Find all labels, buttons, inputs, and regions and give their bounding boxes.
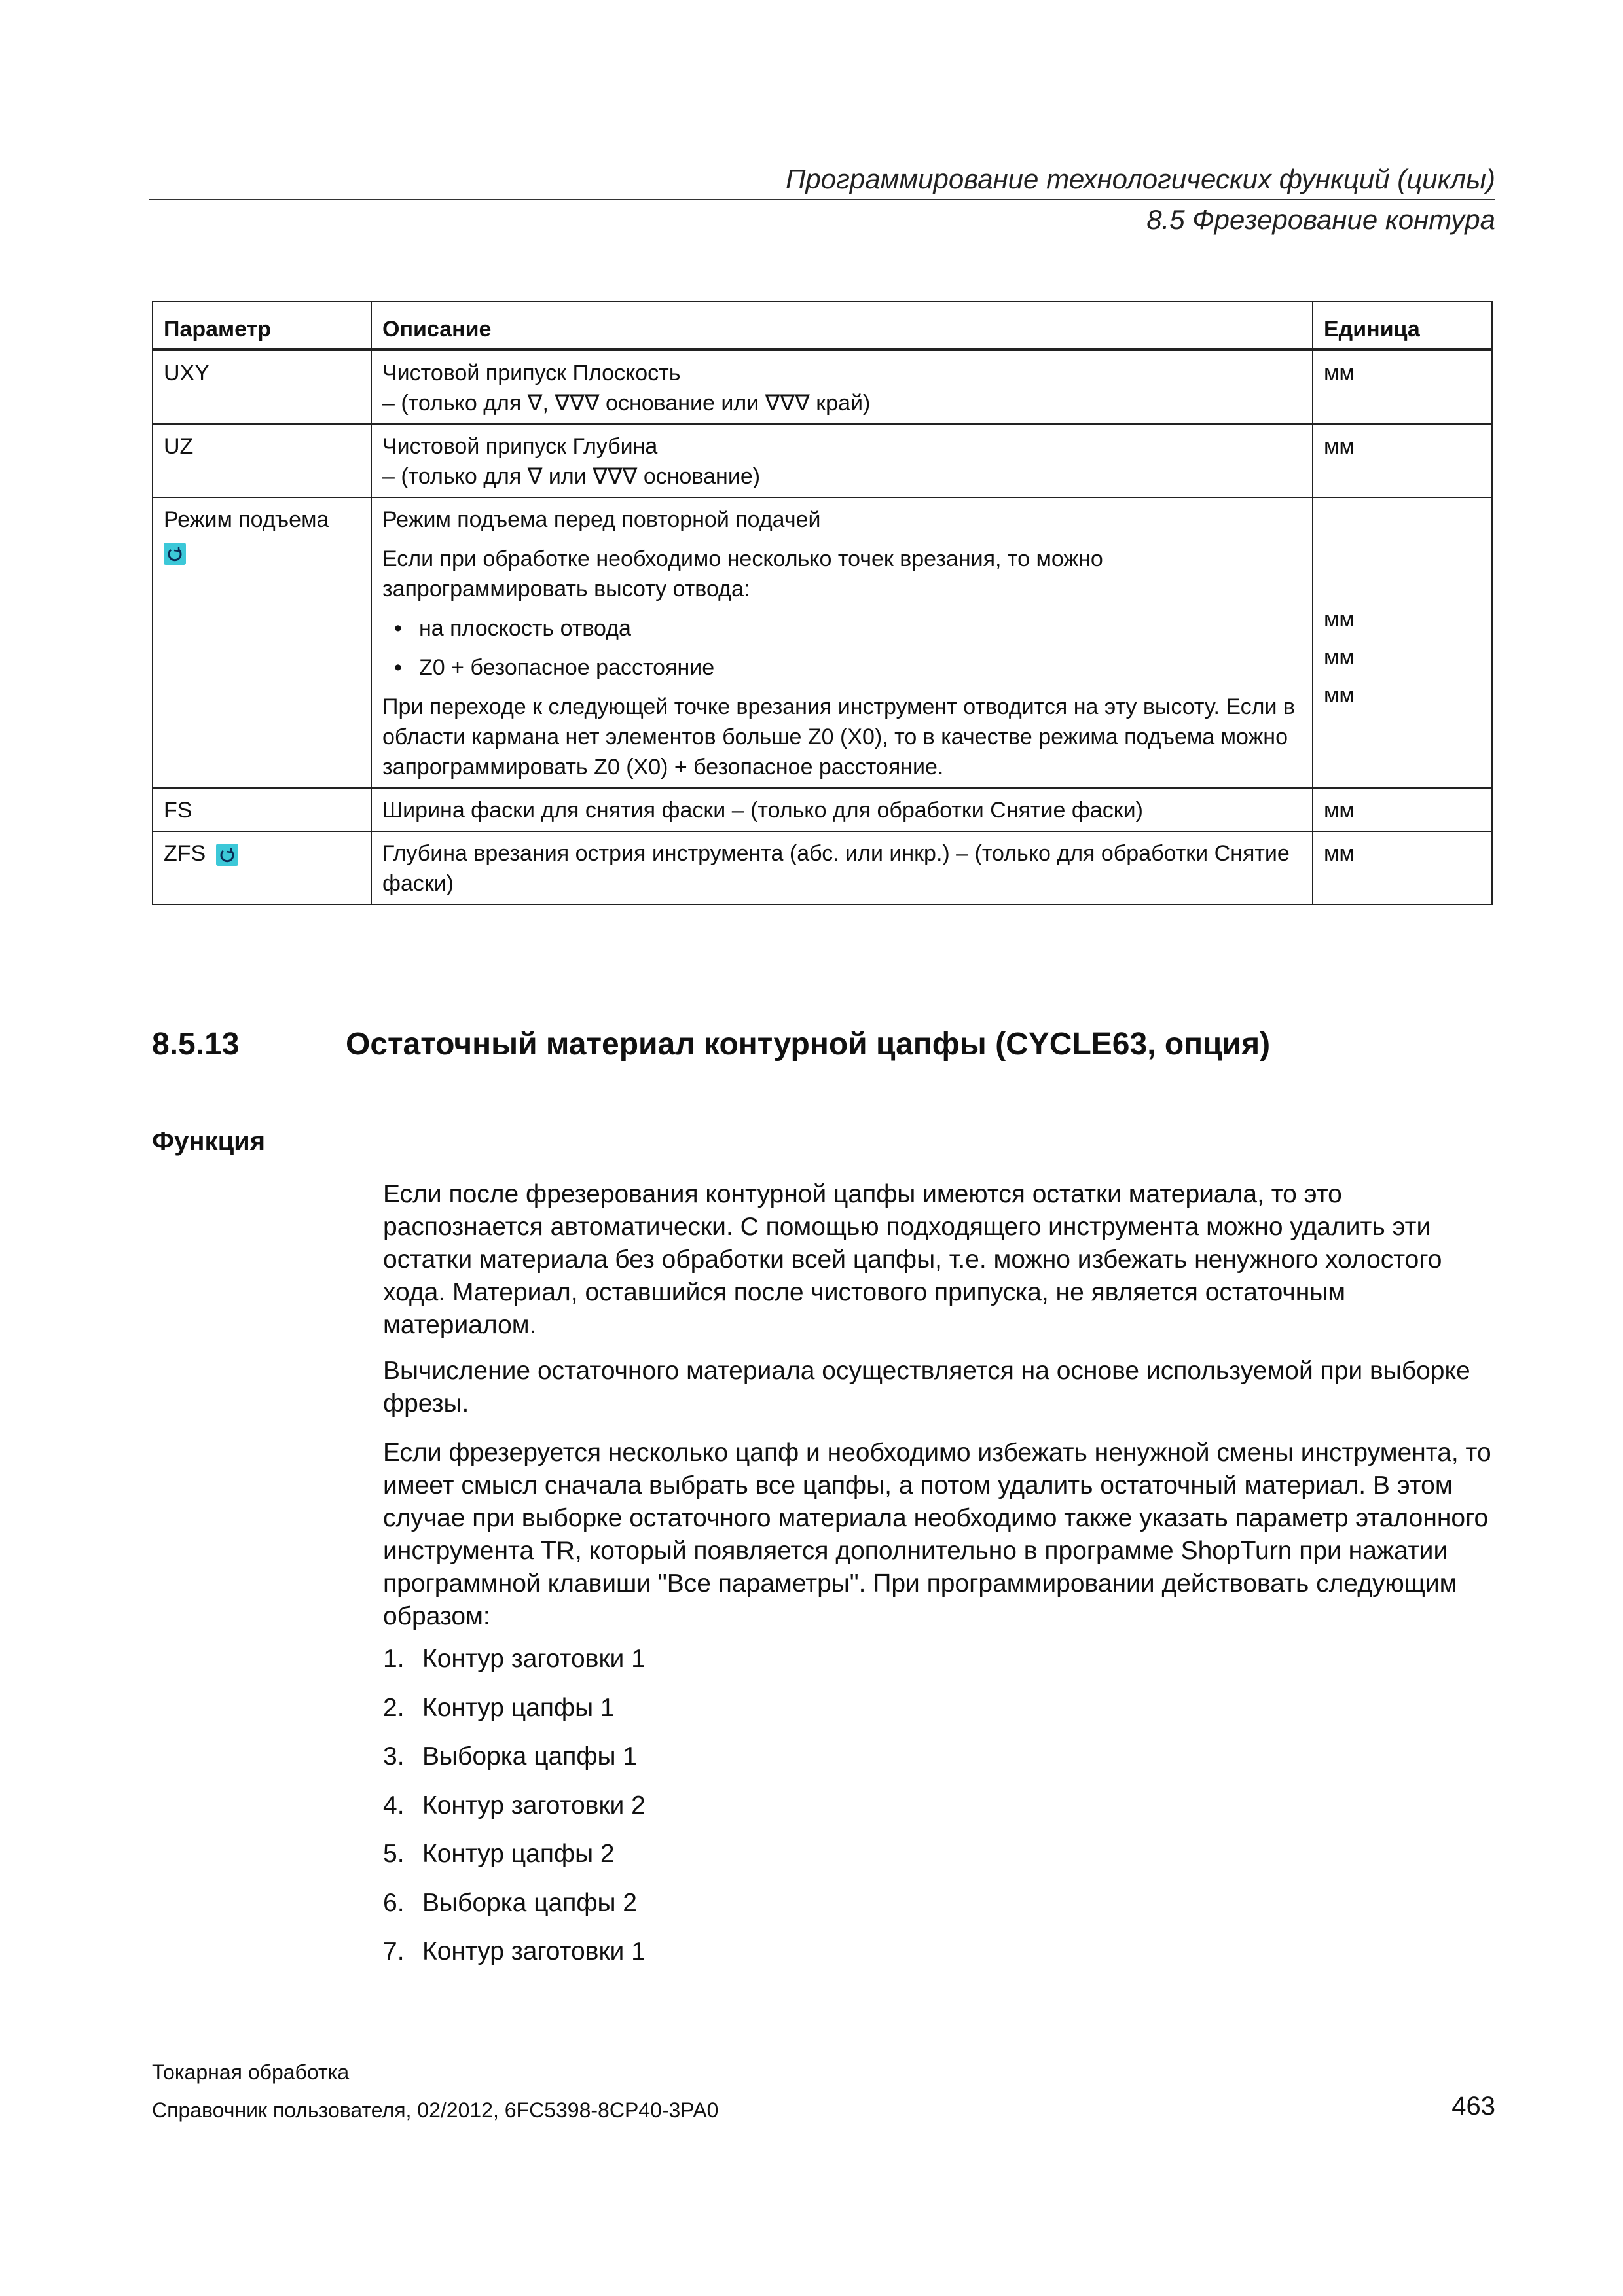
param-label: Режим подъема [164, 507, 329, 532]
desc-cell: Ширина фаски для снятия фаски – (только для обработки Снятие фаски) [371, 788, 1313, 831]
unit-cell: мм [1313, 350, 1492, 425]
body-paragraph: Если после фрезерования контурной цапфы имеются остатки материала, то это распознается автоматически. С помощью подходящего инструмента можно удалить эти остатки материала без обработки всей цапфы, т.е. можно избежать ненужного холостого хода. Материал, оставшийся после чистового припуска, не является остаточным материалом. [383, 1180, 1442, 1339]
cycle-toggle-icon [216, 844, 238, 866]
footer-book-title: Токарная обработка [152, 2060, 350, 2084]
param-cell [153, 831, 371, 905]
bullet-item: • Z0 + безопасное расстояние [382, 653, 1302, 683]
param-cell: UZ [153, 424, 371, 497]
page-number: 463 [1451, 2092, 1495, 2121]
unit-value: мм [1324, 645, 1355, 670]
section-heading [152, 1026, 1270, 1062]
param-cell: FS [153, 788, 371, 831]
param-cell: UXY [153, 350, 371, 425]
cycle-toggle-icon [164, 543, 186, 565]
table-header-row [153, 302, 1492, 350]
desc-cell: Глубина врезания острия инструмента (абс. или инкр.) – (только для обработки Снятие фаски) [371, 831, 1313, 905]
column-header-description: Описание [371, 302, 1313, 350]
unit-value: мм [1324, 607, 1355, 632]
list-item: 2. Контур цапфы 1 [383, 1693, 615, 1722]
table-row [153, 350, 1492, 425]
footer-edition: Справочник пользователя, 02/2012, 6FC5398-8CP40-3PA0 [152, 2098, 719, 2122]
list-item: 4. Контур заготовки 2 [383, 1791, 646, 1820]
parameter-table [152, 301, 1493, 905]
column-header-parameter: Параметр [153, 302, 371, 350]
running-header-title: Программирование технологических функций (циклы) [785, 164, 1495, 194]
desc-line: Чистовой припуск Плоскость [382, 361, 681, 386]
table-row [153, 788, 1492, 831]
unit-cell: мм [1313, 424, 1492, 497]
body-paragraph: Вычисление остаточного материала осуществляется на основе используемой при выборке фрезы. [383, 1357, 1470, 1418]
header-rule [149, 199, 1495, 200]
unit-cell [1313, 497, 1492, 788]
section-number: 8.5.13 [152, 1027, 240, 1062]
bullet-item: • на плоскость отвода [382, 613, 1302, 643]
list-item: 3. Выборка цапфы 1 [383, 1742, 637, 1770]
table-row [153, 831, 1492, 905]
desc-line: – (только для ∇ или ∇∇∇ основание) [382, 464, 761, 489]
desc-intro: Если при обработке необходимо несколько точек врезания, то можно запрограммировать высоту отвода: [382, 547, 1103, 601]
param-label: ZFS [164, 841, 206, 866]
steps-list [383, 1643, 646, 1984]
desc-title: Режим подъема перед повторной подачей [382, 507, 821, 532]
desc-cell [371, 424, 1313, 497]
desc-after: При переходе к следующей точке врезания инструмент отводится на эту высоту. Если в области кармана нет элементов больше Z0 (X0), то в качестве режима подъема можно запрограммировать Z0 (X0) + безопасное расстояние. [382, 694, 1295, 780]
list-item: 1. Контур заготовки 1 [383, 1645, 646, 1673]
list-item: 5. Контур цапфы 2 [383, 1840, 615, 1868]
column-header-unit: Единица [1313, 302, 1492, 350]
running-header-section: 8.5 Фрезерование контура [1146, 204, 1495, 235]
body-paragraph: Если фрезеруется несколько цапф и необходимо избежать ненужной смены инструмента, то имеет смысл сначала выбрать все цапфы, а потом удалить остаточный материал. В этом случае при выборке остаточного материала необходимо также указать параметр эталонного инструмента TR, который появляется дополнительно в программе ShopTurn при нажатии программной клавиши "Все параметры". При программировании действовать следующим образом: [383, 1439, 1491, 1630]
desc-line: – (только для ∇, ∇∇∇ основание или ∇∇∇ край) [382, 391, 871, 416]
unit-cell: мм [1313, 831, 1492, 905]
desc-line: Чистовой припуск Глубина [382, 434, 658, 459]
unit-value: мм [1324, 683, 1355, 708]
section-title: Остаточный материал контурной цапфы (CYCLE63, опция) [346, 1027, 1271, 1062]
table-row [153, 424, 1492, 497]
subsection-heading: Функция [152, 1127, 266, 1156]
list-item: 7. Контур заготовки 1 [383, 1937, 646, 1965]
desc-cell [371, 497, 1313, 788]
desc-cell [371, 350, 1313, 425]
param-cell [153, 497, 371, 788]
list-item: 6. Выборка цапфы 2 [383, 1888, 637, 1917]
table-row [153, 497, 1492, 788]
unit-cell: мм [1313, 788, 1492, 831]
